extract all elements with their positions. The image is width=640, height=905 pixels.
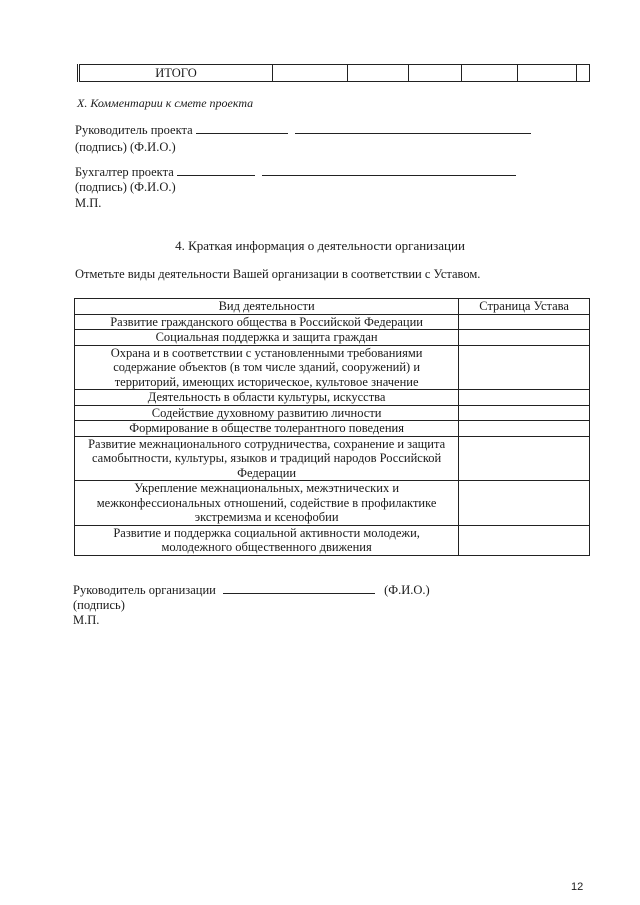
activity-line: Развитие и поддержка социальной активности молодежи, <box>113 525 420 540</box>
activity-line: межконфессиональных отношений, содействие в профилактике <box>96 495 437 510</box>
activity-cell <box>75 330 459 346</box>
total-table <box>77 64 590 82</box>
activity-line: экстремизма и ксенофобии <box>194 510 339 524</box>
stamp-placeholder: М.П. <box>73 613 100 627</box>
activities-table-body <box>75 314 590 555</box>
charter-page-cell[interactable] <box>459 421 590 437</box>
activity-line: самобытности, культуры, языков и традиций народов Российской <box>91 451 442 465</box>
total-cell <box>348 65 409 82</box>
organization-head-caption: (подпись) <box>73 598 125 612</box>
organization-head-label: Руководитель организации <box>73 583 216 597</box>
signature-blank[interactable] <box>223 583 375 594</box>
total-cell <box>462 65 518 82</box>
activity-cell <box>75 390 459 406</box>
table-row <box>75 525 590 555</box>
charter-page-cell[interactable] <box>459 481 590 526</box>
charter-page-cell[interactable] <box>459 314 590 330</box>
table-row <box>75 345 590 390</box>
activity-cell <box>75 405 459 421</box>
fio-caption: (Ф.И.О.) <box>384 583 430 597</box>
total-label: ИТОГО <box>79 65 273 82</box>
section-4-title: 4. Краткая информация о деятельности организации <box>175 238 465 253</box>
project-manager-caption: (подпись) (Ф.И.О.) <box>75 140 176 154</box>
stamp-placeholder: М.П. <box>75 196 102 210</box>
section-x-title: X. Комментарии к смете проекта <box>77 96 254 110</box>
activity-line: Социальная поддержка и защита граждан <box>155 330 378 344</box>
activity-cell <box>75 345 459 390</box>
activity-cell <box>75 525 459 555</box>
activity-line: молодежного общественного движения <box>161 540 372 554</box>
activity-line: Укрепление межнациональных, межэтнических и <box>134 481 400 495</box>
accountant-signature <box>75 165 516 180</box>
charter-page-cell[interactable] <box>459 345 590 390</box>
charter-page-cell[interactable] <box>459 390 590 406</box>
activity-cell <box>75 421 459 437</box>
activity-line: Развитие межнационального сотрудничества, сохранение и защита <box>88 436 446 451</box>
organization-head-signature <box>73 583 430 598</box>
activity-cell <box>75 481 459 526</box>
table-row <box>75 421 590 437</box>
charter-page-cell[interactable] <box>459 405 590 421</box>
page-number: 12 <box>571 881 584 893</box>
signature-blank[interactable] <box>196 123 288 134</box>
activity-line: Формирование в обществе толерантного поведения <box>129 421 404 435</box>
charter-page-cell[interactable] <box>459 330 590 346</box>
activity-cell <box>75 436 459 481</box>
activity-line: содержание объектов (в том числе зданий, сооружений) и <box>113 360 421 374</box>
instructions-text: Отметьте виды деятельности Вашей организации в соответствии с Уставом. <box>75 267 481 281</box>
signature-blank[interactable] <box>177 165 255 176</box>
total-cell <box>273 65 348 82</box>
project-manager-signature <box>75 123 531 138</box>
table-row <box>75 314 590 330</box>
activity-line: Развитие гражданского общества в Российской Федерации <box>110 314 423 329</box>
column-header-charter-page: Страница Устава <box>459 299 590 315</box>
total-cell <box>409 65 462 82</box>
fio-blank[interactable] <box>295 123 531 134</box>
table-header-row <box>75 299 590 315</box>
table-row <box>75 330 590 346</box>
charter-page-cell[interactable] <box>459 525 590 555</box>
accountant-caption: (подпись) (Ф.И.О.) <box>75 180 176 194</box>
activity-cell <box>75 314 459 330</box>
activities-table <box>74 298 590 556</box>
table-row <box>75 481 590 526</box>
table-row <box>75 436 590 481</box>
fio-blank[interactable] <box>262 165 516 176</box>
activity-line: Охрана и в соответствии с установленными требованиями <box>110 345 423 360</box>
total-cell <box>577 65 590 82</box>
table-row <box>75 405 590 421</box>
total-cell <box>518 65 577 82</box>
accountant-label: Бухгалтер проекта <box>75 165 174 179</box>
total-row <box>79 65 590 82</box>
project-manager-label: Руководитель проекта <box>75 123 193 137</box>
column-header-activity: Вид деятельности <box>75 299 459 315</box>
activity-line: Федерации <box>237 465 297 480</box>
table-row <box>75 390 590 406</box>
activity-line: Содействие духовному развитию личности <box>151 405 382 420</box>
activity-line: Деятельность в области культуры, искусства <box>147 390 386 404</box>
activity-line: территорий, имеющих историческое, культовое значение <box>114 374 419 389</box>
charter-page-cell[interactable] <box>459 436 590 481</box>
